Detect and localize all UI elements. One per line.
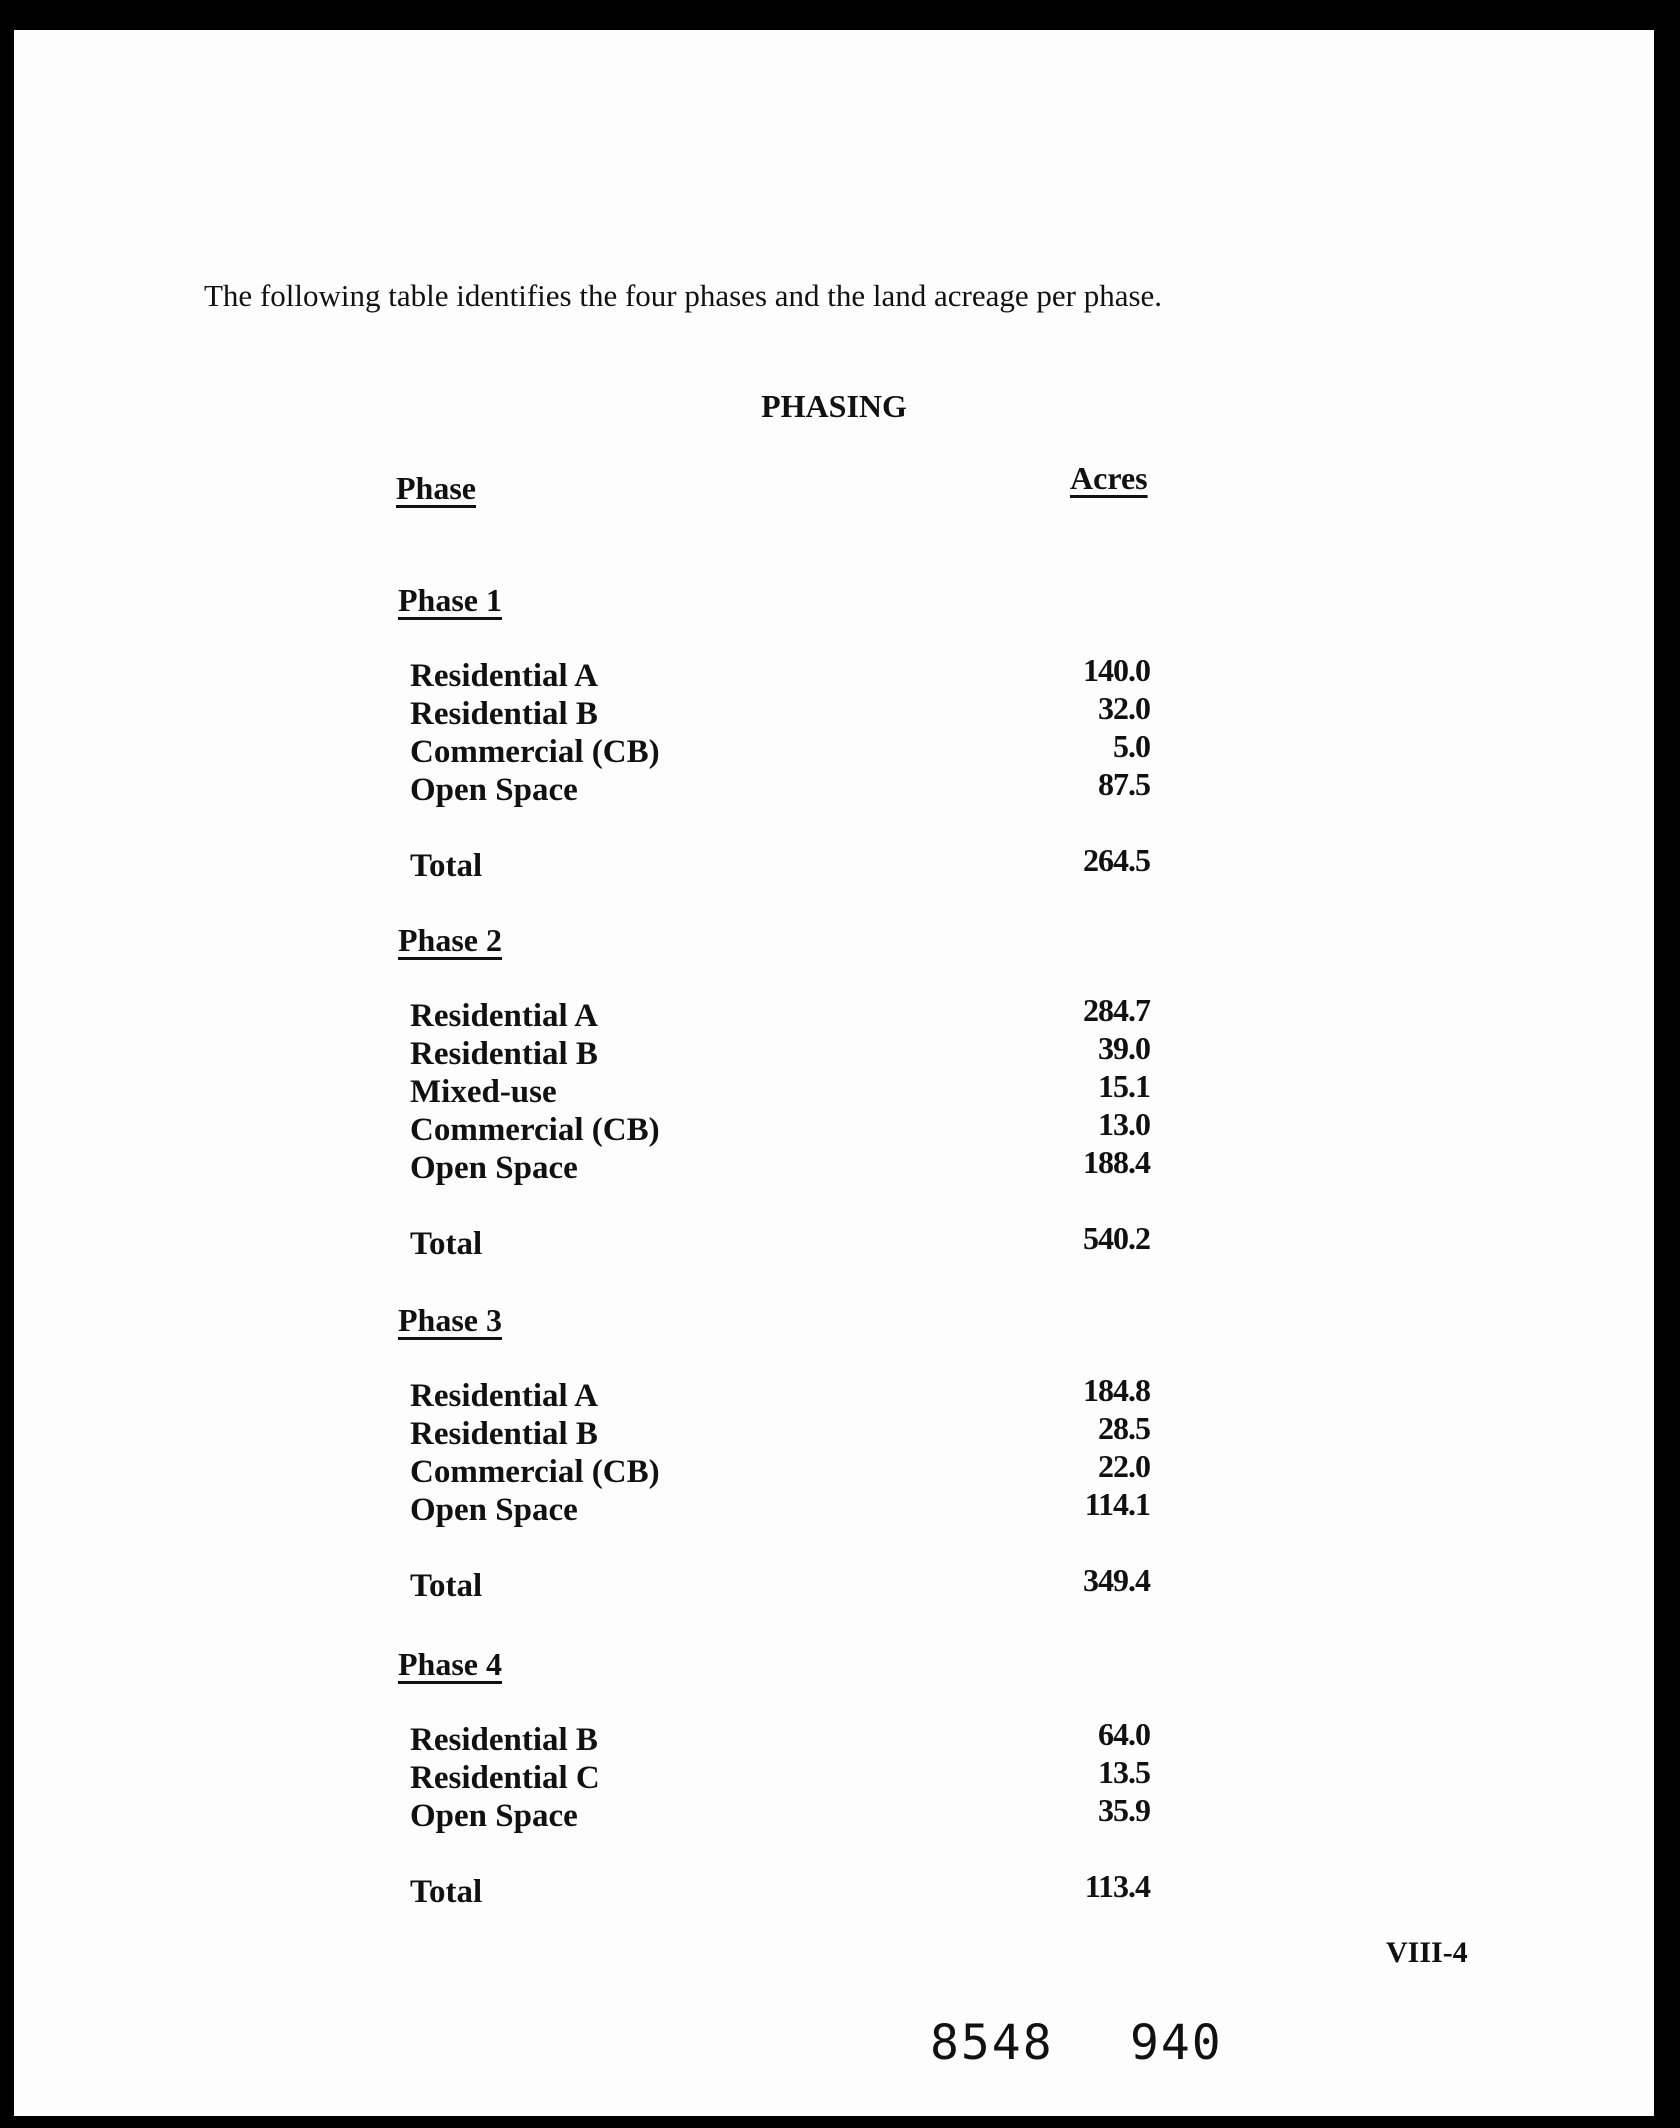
row-value: 32.0 bbox=[1098, 690, 1150, 726]
table-row bbox=[410, 1792, 1210, 1836]
total-label: Total bbox=[410, 1874, 483, 1910]
row-value: 184.8 bbox=[1083, 1372, 1150, 1408]
total-label: Total bbox=[410, 848, 483, 884]
row-label: Residential B bbox=[410, 1722, 598, 1758]
row-value: 13.5 bbox=[1098, 1754, 1150, 1790]
total-row bbox=[410, 1220, 1210, 1264]
document-number-right: 940 bbox=[1130, 2015, 1223, 2071]
row-label: Mixed-use bbox=[410, 1074, 557, 1110]
row-value: 15.1 bbox=[1098, 1068, 1150, 1104]
row-label: Commercial (CB) bbox=[410, 1112, 660, 1148]
row-value: 114.1 bbox=[1084, 1486, 1150, 1522]
row-value: 284.7 bbox=[1083, 992, 1150, 1028]
total-value: 113.4 bbox=[1084, 1868, 1150, 1904]
phase-4-title: Phase 4 bbox=[398, 1646, 502, 1682]
row-value: 5.0 bbox=[1113, 728, 1150, 764]
row-label: Residential A bbox=[410, 998, 598, 1034]
page-reference: VIII-4 bbox=[1386, 1936, 1468, 1969]
column-header-phase: Phase bbox=[396, 470, 476, 506]
column-header-acres: Acres bbox=[1070, 460, 1148, 496]
row-value: 64.0 bbox=[1098, 1716, 1150, 1752]
total-row bbox=[410, 1868, 1210, 1912]
row-label: Commercial (CB) bbox=[410, 734, 660, 770]
row-value: 35.9 bbox=[1098, 1792, 1150, 1828]
row-label: Residential A bbox=[410, 1378, 598, 1414]
table-row bbox=[410, 766, 1210, 810]
table-row bbox=[410, 1486, 1210, 1530]
total-value: 264.5 bbox=[1083, 842, 1150, 878]
row-value: 22.0 bbox=[1098, 1448, 1150, 1484]
row-label: Residential C bbox=[410, 1760, 600, 1796]
document-number-left: 8548 bbox=[930, 2015, 1054, 2071]
row-label: Open Space bbox=[410, 1150, 578, 1186]
row-value: 13.0 bbox=[1098, 1106, 1150, 1142]
row-value: 28.5 bbox=[1098, 1410, 1150, 1446]
row-value: 87.5 bbox=[1098, 766, 1150, 802]
total-label: Total bbox=[410, 1226, 483, 1262]
table-row bbox=[410, 1144, 1210, 1188]
row-label: Residential A bbox=[410, 658, 598, 694]
row-label: Open Space bbox=[410, 772, 578, 808]
row-value: 39.0 bbox=[1098, 1030, 1150, 1066]
row-label: Residential B bbox=[410, 1036, 598, 1072]
row-value: 140.0 bbox=[1083, 652, 1150, 688]
row-label: Residential B bbox=[410, 696, 598, 732]
document-page bbox=[14, 30, 1654, 2116]
row-label: Commercial (CB) bbox=[410, 1454, 660, 1490]
phase-1-title: Phase 1 bbox=[398, 582, 502, 618]
total-label: Total bbox=[410, 1568, 483, 1604]
row-value: 188.4 bbox=[1083, 1144, 1150, 1180]
total-value: 349.4 bbox=[1083, 1562, 1150, 1598]
total-row bbox=[410, 842, 1210, 886]
total-value: 540.2 bbox=[1083, 1220, 1150, 1256]
row-label: Open Space bbox=[410, 1492, 578, 1528]
row-label: Residential B bbox=[410, 1416, 598, 1452]
intro-text: The following table identifies the four phases and the land acreage per phase. bbox=[204, 278, 1163, 313]
phase-2-title: Phase 2 bbox=[398, 922, 502, 958]
table-heading: PHASING bbox=[761, 388, 907, 424]
row-label: Open Space bbox=[410, 1798, 578, 1834]
phase-3-title: Phase 3 bbox=[398, 1302, 502, 1338]
total-row bbox=[410, 1562, 1210, 1606]
